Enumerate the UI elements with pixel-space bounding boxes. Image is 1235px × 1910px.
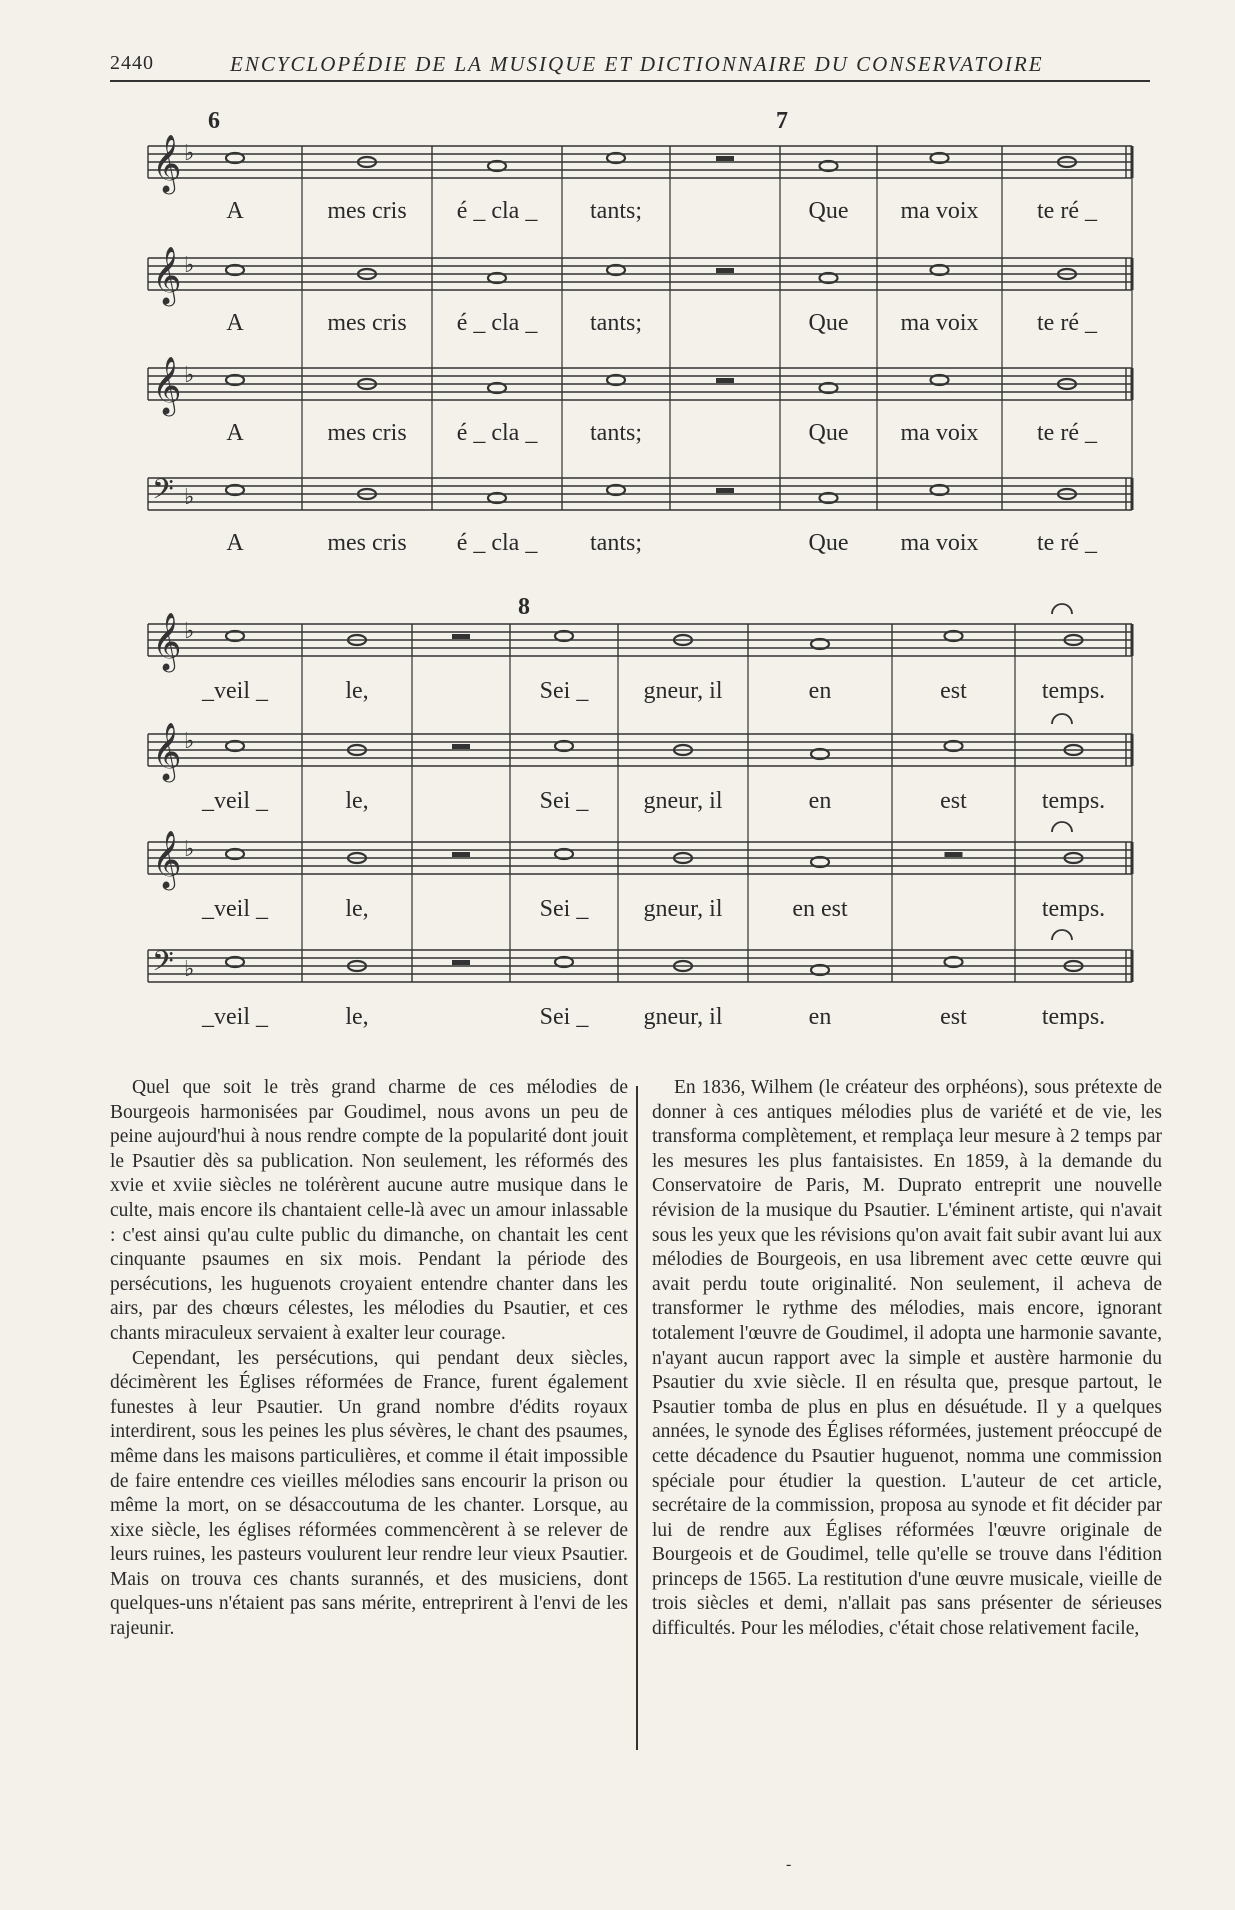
lyric-syllable: temps. (1041, 788, 1106, 814)
lyric-syllable: gneur, il (643, 1004, 723, 1030)
lyric-syllable: gneur, il (643, 788, 723, 814)
left-text-column (110, 1076, 628, 1642)
lyric-syllable: te ré _ (1037, 198, 1097, 224)
lyric-syllable: Que (808, 198, 849, 224)
lyric-syllable: A (226, 530, 244, 556)
flat-key-signature-icon: ♭ (184, 253, 195, 278)
lyric-syllable: temps. (1041, 1004, 1106, 1030)
lyric-syllable: temps. (1041, 678, 1106, 704)
rest (452, 960, 470, 965)
column-divider (636, 1086, 638, 1750)
lyric-syllable: é _ cla _ (456, 530, 538, 556)
fermata-icon (1052, 604, 1072, 614)
lyric-syllable: A (226, 310, 244, 336)
lyric-syllable: ma voix (900, 198, 979, 224)
lyric-syllable: ma voix (900, 310, 979, 336)
flat-key-signature-icon: ♭ (184, 485, 195, 510)
lyric-syllable: _veil _ (202, 1004, 268, 1030)
footer-mark: - (786, 1856, 792, 1873)
lyric-syllable: ma voix (900, 530, 979, 556)
rest (716, 268, 734, 273)
flat-key-signature-icon: ♭ (184, 619, 195, 644)
lyric-syllable: _veil _ (202, 788, 268, 814)
lyric-syllable: te ré _ (1037, 310, 1097, 336)
lyric-syllable: Sei _ (539, 1004, 589, 1030)
lyric-syllable: tants; (590, 420, 642, 446)
lyric-syllable: en (808, 1004, 832, 1030)
lyric-syllable: A (226, 198, 244, 224)
rest (716, 488, 734, 493)
lyric-syllable: tants; (590, 530, 642, 556)
treble-clef-icon: 𝄞 (152, 722, 182, 780)
treble-clef-icon: 𝄞 (152, 246, 182, 304)
lyric-syllable: en (808, 788, 832, 814)
lyric-syllable: Sei _ (539, 788, 589, 814)
flat-key-signature-icon: ♭ (184, 141, 195, 166)
lyric-syllable: le, (345, 1004, 369, 1030)
lyric-syllable: Que (808, 310, 849, 336)
rest (716, 156, 734, 161)
paragraph: En 1836, Wilhem (le créateur des orphéons), sous prétexte de donner à ces antiques mélodies plus de variété et de vie, les transforma complètement, et remplaça leur mesure à 2 temps par les mesures les plus fantaisistes. En 1859, à la demande du Conservatoire de Paris, M. Duprato entreprit une nouvelle révision de la musique du Psautier. L'éminent artiste, qui n'avait sous les yeux que les révisions qu'on avait fait subir avant lui aux mélodies de Bourgeois, en usa librement avec cette œuvre qui avait perdu toute originalité. Non seulement, il acheva de transformer le rythme des mélodies, mais encore, ignorant totalement l'œuvre de Goudimel, il adopta une harmonie savante, n'ayant aucun rapport avec la simple et austère harmonie du Psautier du xvie siècle. Il en résulta que, presque partout, le Psautier tomba de plus en plus en désuétude. Il y a quelques années, le synode des Églises réformées, justement préoccupé de cette décadence du Psautier huguenot, nomma une commission spéciale pour étudier la question. L'auteur de cet article, secrétaire de la commission, proposa au synode et fit décider par lui de rendre aux Églises réformées l'œuvre originale de Bourgeois et de Goudimel, telle qu'elle se trouve dans l'édition princeps de 1565. La restitution d'une œuvre musicale, vieille de trois siècles et demi, n'allait pas sans présenter de sérieuses difficultés. Pour les mélodies, c'était chose relativement facile, (652, 1077, 1162, 1640)
right-text-column (652, 1076, 1162, 1642)
page-number: 2440 (110, 52, 154, 74)
fermata-icon (1052, 822, 1072, 832)
lyric-syllable: le, (345, 788, 369, 814)
lyric-syllable: ma voix (900, 420, 979, 446)
lyric-syllable: le, (345, 678, 369, 704)
flat-key-signature-icon: ♭ (184, 729, 195, 754)
bass-clef-icon: 𝄢 (152, 473, 174, 513)
lyric-syllable: é _ cla _ (456, 310, 538, 336)
lyric-syllable: en est (792, 896, 848, 922)
lyric-syllable: Que (808, 420, 849, 446)
treble-clef-icon: 𝄞 (152, 830, 182, 888)
lyric-syllable: tants; (590, 198, 642, 224)
treble-clef-icon: 𝄞 (152, 356, 182, 414)
lyric-syllable: gneur, il (643, 678, 723, 704)
lyric-syllable: mes cris (327, 530, 407, 556)
fermata-icon (1052, 714, 1072, 724)
lyric-syllable: Que (808, 530, 849, 556)
lyric-syllable: mes cris (327, 310, 407, 336)
lyric-syllable: est (940, 788, 967, 814)
lyric-syllable: temps. (1041, 896, 1106, 922)
bass-clef-icon: 𝄢 (152, 945, 174, 985)
rest (452, 744, 470, 749)
lyric-syllable: A (226, 420, 244, 446)
lyric-syllable: _veil _ (202, 896, 268, 922)
rest (452, 852, 470, 857)
lyric-syllable: le, (345, 896, 369, 922)
rest (945, 852, 963, 857)
flat-key-signature-icon: ♭ (184, 837, 195, 862)
lyric-syllable: en (808, 678, 832, 704)
lyric-syllable: é _ cla _ (456, 420, 538, 446)
fermata-icon (1052, 930, 1072, 940)
measure-number: 7 (776, 108, 788, 134)
lyric-syllable: te ré _ (1037, 530, 1097, 556)
running-title: ENCYCLOPÉDIE DE LA MUSIQUE ET DICTIONNAIRE DU CONSERVATOIRE (230, 52, 1044, 76)
lyric-syllable: _veil _ (202, 678, 268, 704)
lyric-syllable: mes cris (327, 198, 407, 224)
measure-number: 6 (208, 108, 220, 134)
flat-key-signature-icon: ♭ (184, 363, 195, 388)
rest (716, 378, 734, 383)
lyric-syllable: te ré _ (1037, 420, 1097, 446)
rest (452, 634, 470, 639)
treble-clef-icon: 𝄞 (152, 612, 182, 670)
lyric-syllable: Sei _ (539, 678, 589, 704)
paragraph: Quel que soit le très grand charme de ces mélodies de Bourgeois harmonisées par Goudimel, nous avons un peu de peine aujourd'hui à nous rendre compte de la popularité dont jouit le Psautier dès sa publication. Non seulement, les réformés des xvie et xviie siècles ne tolérèrent aucune autre musique dans le culte, mais encore ils chantaient celle-là avec un amour inlassable : c'est ainsi qu'au culte public du dimanche, on chantait les cent cinquante psaumes en six mois. Pendant la période des persécutions, les huguenots croyaient entendre chanter dans les airs, par des chœurs célestes, les mélodies du Psautier, et ces chants miraculeux servaient à exalter leur courage. (110, 1077, 628, 1344)
paragraph: Cependant, les persécutions, qui pendant deux siècles, décimèrent les Églises réformées de France, furent également funestes à leur Psautier. Un grand nombre d'édits royaux interdirent, sous les peines les plus sévères, le chant des psaumes, même dans les maisons particulières, et comme il était impossible de faire entendre ces vieilles mélodies sans encourir la prison ou même la mort, on se désaccoutuma de les chanter. Lorsque, au xixe siècle, les églises réformées commencèrent à se relever de leurs ruines, les pasteurs voulurent leur rendre leur vieux Psautier. Mais on trouva ces chants surannés, et des musiciens, dont quelques-uns n'étaient pas sans mérite, entreprirent à l'envi de les rajeunir. (110, 1347, 628, 1640)
lyric-syllable: est (940, 1004, 967, 1030)
flat-key-signature-icon: ♭ (184, 957, 195, 982)
lyric-syllable: Sei _ (539, 896, 589, 922)
lyric-syllable: tants; (590, 310, 642, 336)
lyric-syllable: gneur, il (643, 896, 723, 922)
measure-number: 8 (518, 594, 530, 620)
lyric-syllable: é _ cla _ (456, 198, 538, 224)
lyric-syllable: mes cris (327, 420, 407, 446)
lyric-syllable: est (940, 678, 967, 704)
treble-clef-icon: 𝄞 (152, 134, 182, 192)
